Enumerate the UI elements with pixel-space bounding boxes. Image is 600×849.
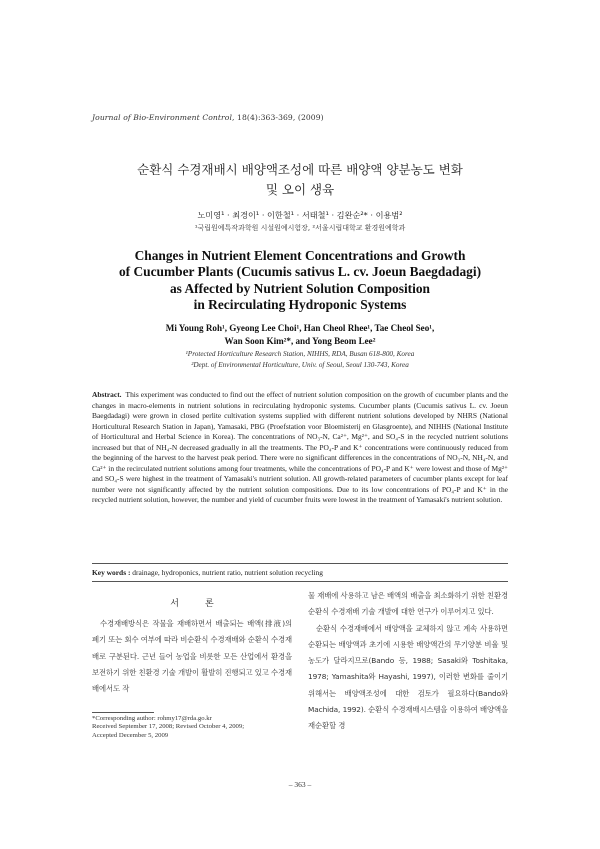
keywords-top-rule (92, 563, 508, 564)
keywords-text: drainage, hydroponics, nutrient ratio, nutrient solution recycling (132, 568, 323, 577)
received-dates: Received September 17, 2008; Revised October 4, 2009; (92, 723, 245, 731)
left-column (92, 596, 292, 697)
page-number: – 363 – (288, 780, 312, 789)
english-authors-line-1: Mi Young Roh¹, Gyeong Lee Choi¹, Han Cheol Rhee¹, Tae Cheol Seo¹, (165, 323, 435, 333)
english-affiliation-1: ¹Protected Horticulture Research Station, NIHHS, RDA, Busan 618-800, Korea (185, 350, 415, 358)
english-title (0, 248, 600, 313)
journal-header (92, 113, 324, 122)
english-title-line-1: Changes in Nutrient Element Concentrations and Growth (134, 248, 466, 263)
korean-affiliation: ¹국립원예특작과학원 시설원예시험장, ²서울시립대학교 환경원예학과 (194, 224, 406, 232)
korean-title (0, 160, 600, 200)
english-affiliations (0, 349, 600, 370)
section-heading-introduction: 서론 (170, 599, 240, 609)
korean-authors: 노미영¹ · 최경이¹ · 이한철¹ · 서태철¹ · 김완순²* · 이용범² (197, 210, 403, 220)
intro-paragraph-1-continued: 물 재배에 사용하고 남은 배액의 배출을 최소화하기 위한 친환경 순환식 수경재배 기술 개발에 대한 연구가 이루어지고 있다. (308, 591, 508, 617)
abstract-label: Abstract. (92, 390, 122, 399)
intro-paragraph-2: 순환식 수경재배에서 배양액을 교체하지 않고 계속 사용하면 순환되는 배양액과 초기에 시용한 배양액간의 무기양분 비율 및 농도가 달라지므로(Bando 등, 1988; Sasaki와 Toshitaka, 1978; Yamashita와 Hayashi, 1997), 이러한 변화를 줄이기 위해서는 배양액조성에 대한 검토가 필요하다(Bando와 Machida, 1992). 순환식 수경재배시스템을 이용하여 배양액을 재순환할 경 (308, 623, 508, 731)
intro-paragraph-1: 수경재배방식은 작물을 재배하면서 배출되는 배액(排液)의 폐기 또는 회수 여부에 따라 비순환식 수경재배와 순환식 수경재배로 구분된다. 근년 들어 농업을 비롯한 모든 산업에서 환경을 보전하기 위한 친환경 기술 개발이 활발히 진행되고 있고 수경재배에서도 작 (92, 619, 292, 694)
keywords-bottom-rule (92, 581, 508, 582)
english-authors-line-2: Wan Soon Kim²*, and Yong Beom Lee² (224, 336, 376, 346)
accepted-date: Accepted December 5, 2009 (92, 731, 169, 739)
abstract-text: This experiment was conducted to find out the effect of nutrient solution composition on the growth of cucumber plants and the changes in macro-elements in nutrient solutions in recirculating hydroponic systems. Cucumber plants (Cucumis sativus L. cv. Joeun Baegdadagi) were grown in closed perlite cultivation systems supplied with different nutrient solutions developed by NHRS (National Horticultural Research Station in Japan), Yamasaki, PBG (Proefstation voor Bloemisterij en Glasgroente), and NIHHS (National Institute of Horticultural and Herbal Science in Korea). The concentrations of NO₃-N, Ca²⁺, Mg²⁺, and SO₄-S in the recycled nutrient solutions increased but that of NH₄-N decreased gradually in all the treatments. The PO₄-P and K⁺ concentrations were continuously reduced from the beginning of the harvest to the harvest peak period. There were no significant differences in the concentrations of NO₃-N, NH₄-N, and Ca²⁺ in the recirculated nutrient solutions among four treatments, while the concentrations of PO₄-P and K⁺ were lowest and those of Mg²⁺ and SO₄-S were highest in the treatment of Yamasaki's nutrient solution. All growth-related parameters of cucumber plants except for leaf number were not significantly affected by the nutrient solution compositions. Due to its low concentrations of PO₄-P and K⁺ in the recycled nutrient solution, however, the number and yield of cucumber fruits were lowest in the treatment of Yamasaki's nutrient solution. (92, 390, 508, 505)
english-authors (0, 322, 600, 348)
abstract (92, 390, 508, 506)
footnote (92, 715, 297, 740)
journal-name: Journal of Bio-Environment Control (92, 113, 232, 122)
english-title-line-4: in Recirculating Hydroponic Systems (193, 296, 407, 312)
english-affiliation-2: ²Dept. of Environmental Horticulture, Univ. of Seoul, Seoul 130-743, Korea (191, 360, 409, 369)
english-title-line-2: of Cucumber Plants (Cucumis sativus L. cv. Joeun Baegdadagi) (118, 264, 482, 280)
journal-citation: , 18(4):363-369, (2009) (232, 113, 324, 122)
keywords (92, 568, 508, 577)
keywords-label: Key words : (92, 568, 131, 577)
english-title-line-3: as Affected by Nutrient Solution Composition (169, 280, 430, 296)
footnote-rule (92, 712, 154, 713)
corresponding-author: *Corresponding author: rohmy17@rda.go.kr (92, 715, 212, 722)
right-column (308, 588, 508, 735)
korean-title-line-1: 순환식 수경재배시 배양액조성에 따른 배양액 양분농도 변화 (137, 162, 463, 177)
korean-title-line-2: 및 오이 생육 (265, 182, 335, 197)
